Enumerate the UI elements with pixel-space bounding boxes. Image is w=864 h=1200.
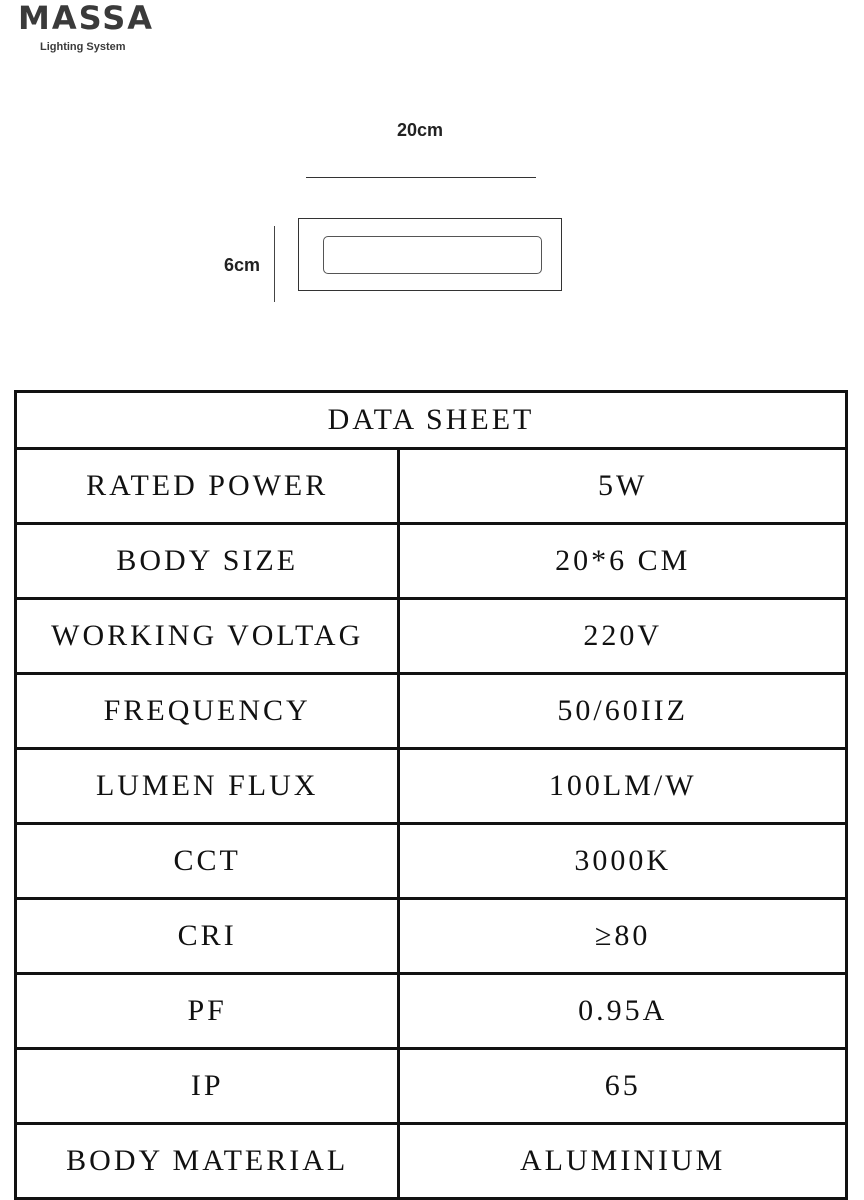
data-sheet-header-row xyxy=(16,392,847,449)
spec-label: CRI xyxy=(16,899,399,974)
spec-value: 50/60IIZ xyxy=(399,674,847,749)
table-row xyxy=(16,1124,847,1199)
spec-label: CCT xyxy=(16,824,399,899)
spec-value: 220V xyxy=(399,599,847,674)
table-row xyxy=(16,749,847,824)
spec-value: 65 xyxy=(399,1049,847,1124)
spec-value: ALUMINIUM xyxy=(399,1124,847,1199)
table-row xyxy=(16,599,847,674)
table-row xyxy=(16,674,847,749)
data-sheet-table xyxy=(14,390,848,1200)
spec-label: LUMEN FLUX xyxy=(16,749,399,824)
spec-label: FREQUENCY xyxy=(16,674,399,749)
data-sheet-title: DATA SHEET xyxy=(16,392,847,449)
spec-value: ≥80 xyxy=(399,899,847,974)
height-dimension-line xyxy=(274,226,275,302)
table-row xyxy=(16,524,847,599)
height-dimension-label: 6cm xyxy=(223,255,261,275)
width-dimension-line xyxy=(306,177,536,178)
table-row xyxy=(16,449,847,524)
table-row xyxy=(16,974,847,1049)
brand-logo xyxy=(18,0,188,60)
width-dimension-label: 20cm xyxy=(396,120,444,140)
spec-value: 5W xyxy=(399,449,847,524)
spec-value: 3000K xyxy=(399,824,847,899)
spec-label: WORKING VOLTAG xyxy=(16,599,399,674)
product-outline-inner xyxy=(323,236,542,274)
spec-label: BODY MATERIAL xyxy=(16,1124,399,1199)
logo-subtitle: Lighting System xyxy=(40,41,126,53)
spec-value: 100LM/W xyxy=(399,749,847,824)
table-row xyxy=(16,1049,847,1124)
spec-value: 0.95A xyxy=(399,974,847,1049)
spec-label: IP xyxy=(16,1049,399,1124)
spec-value: 20*6 CM xyxy=(399,524,847,599)
spec-label: BODY SIZE xyxy=(16,524,399,599)
table-row xyxy=(16,824,847,899)
table-row xyxy=(16,899,847,974)
logo-wordmark: MASSA xyxy=(18,0,155,37)
spec-label: RATED POWER xyxy=(16,449,399,524)
spec-label: PF xyxy=(16,974,399,1049)
